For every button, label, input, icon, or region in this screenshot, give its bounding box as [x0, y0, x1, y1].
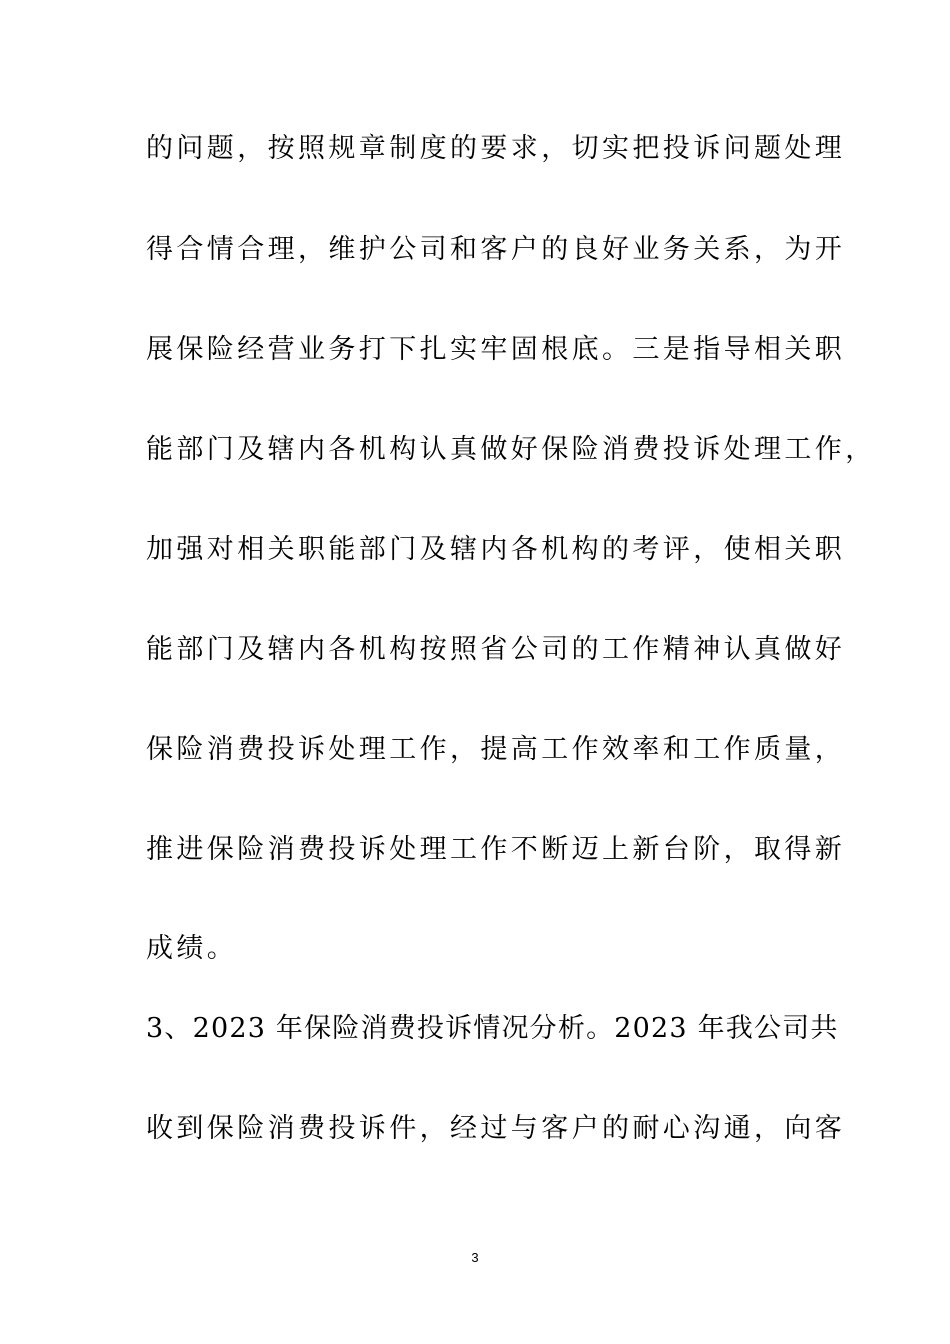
body-text-line: 能部门及辖内各机构按照省公司的工作精神认真做好 [146, 634, 846, 665]
page-number: 3 [471, 1250, 479, 1265]
section-heading-line: 3、2023 年保险消费投诉情况分析。2023 年我公司共 [146, 1013, 839, 1044]
body-text-line: 展保险经营业务打下扎实牢固根底。三是指导相关职 [146, 334, 846, 365]
body-text-line: 的问题，按照规章制度的要求，切实把投诉问题处理 [146, 133, 846, 164]
body-text-line: 加强对相关职能部门及辖内各机构的考评，使相关职 [146, 534, 846, 565]
body-text-line: 得合情合理，维护公司和客户的良好业务关系，为开 [146, 234, 846, 265]
body-text-line: 推进保险消费投诉处理工作不断迈上新台阶，取得新 [146, 834, 846, 865]
body-text-line: 收到保险消费投诉件，经过与客户的耐心沟通，向客 [146, 1113, 846, 1144]
body-text-line: 能部门及辖内各机构认真做好保险消费投诉处理工作， [146, 434, 876, 465]
body-text-line: 成绩。 [146, 933, 238, 964]
body-text-line: 保险消费投诉处理工作，提高工作效率和工作质量， [146, 734, 846, 765]
